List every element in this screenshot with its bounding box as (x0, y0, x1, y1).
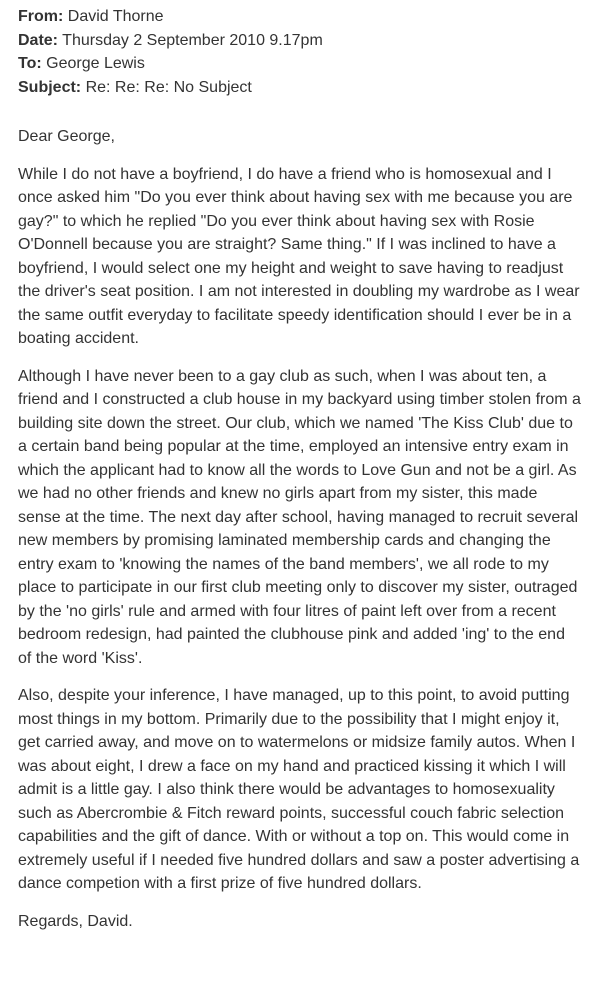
email-headers (18, 5, 582, 99)
from-label: From: (18, 8, 64, 25)
subject-label: Subject: (18, 78, 82, 96)
date-row (18, 29, 582, 53)
from-row (18, 5, 582, 29)
to-value: George Lewis (46, 55, 145, 72)
body-paragraph: While I do not have a boyfriend, I do have a friend who is homosexual and I once asked him "Do you ever think about having sex with me because you are gay?" to which he replied "Do you ever think about having sex with Rosie O'Donnell because you are straight? Same thing." If I was inclined to have a boyfriend, I would select one my height and weight to save having to readjust the driver's seat position. I am not interested in doubling my wardrobe as I wear the same outfit everyday to facilitate speedy identification should I ever be in a boating accident. (18, 165, 580, 347)
greeting: Dear George, (18, 128, 115, 145)
subject-value: Re: Re: Re: No Subject (85, 78, 252, 96)
email-body (18, 125, 582, 933)
subject-row (18, 76, 582, 100)
signoff: Regards, David. (18, 912, 133, 930)
date-value: Thursday 2 September 2010 9.17pm (62, 31, 323, 49)
to-row (18, 52, 582, 76)
body-paragraph: Also, despite your inference, I have managed, up to this point, to avoid putting most things in my bottom. Primarily due to the possibility that I might enjoy it, get carried away, and move on to watermelons or midsize family autos. When I was about eight, I drew a face on my hand and practiced kissing it which I will admit is a little gay. I also think there would be advantages to homosexuality such as Abercrombie & Fitch reward points, successful couch fabric selection capabilities and the gift of dance. With or without a top on. This would come in extremely useful if I needed five hundred dollars and saw a poster advertising a dance competion with a first prize of five hundred dollars. (18, 687, 580, 892)
from-value: David Thorne (67, 8, 164, 25)
date-label: Date: (18, 31, 59, 49)
body-paragraph: Although I have never been to a gay club as such, when I was about ten, a friend and I constructed a club house in my backyard using timber stolen from a building site down the street. Our club, which we named 'The Kiss Club' due to a certain band being popular at the time, employed an intensive entry exam in which the applicant had to know all the words to Love Gun and not be a girl. As we had no other friends and knew no girls apart from my sister, this made sense at the time. The next day after school, having managed to recruit several new members by promising laminated membership cards and changing the entry exam to 'knowing the names of the band members', we all rode to my place to participate in our first club meeting only to discover my sister, outraged by the 'no girls' rule and armed with four litres of paint left over from a recent bedroom redesign, had painted the clubhouse pink and added 'ing' to the end of the word 'Kiss'. (18, 367, 581, 667)
to-label: To: (18, 55, 42, 72)
